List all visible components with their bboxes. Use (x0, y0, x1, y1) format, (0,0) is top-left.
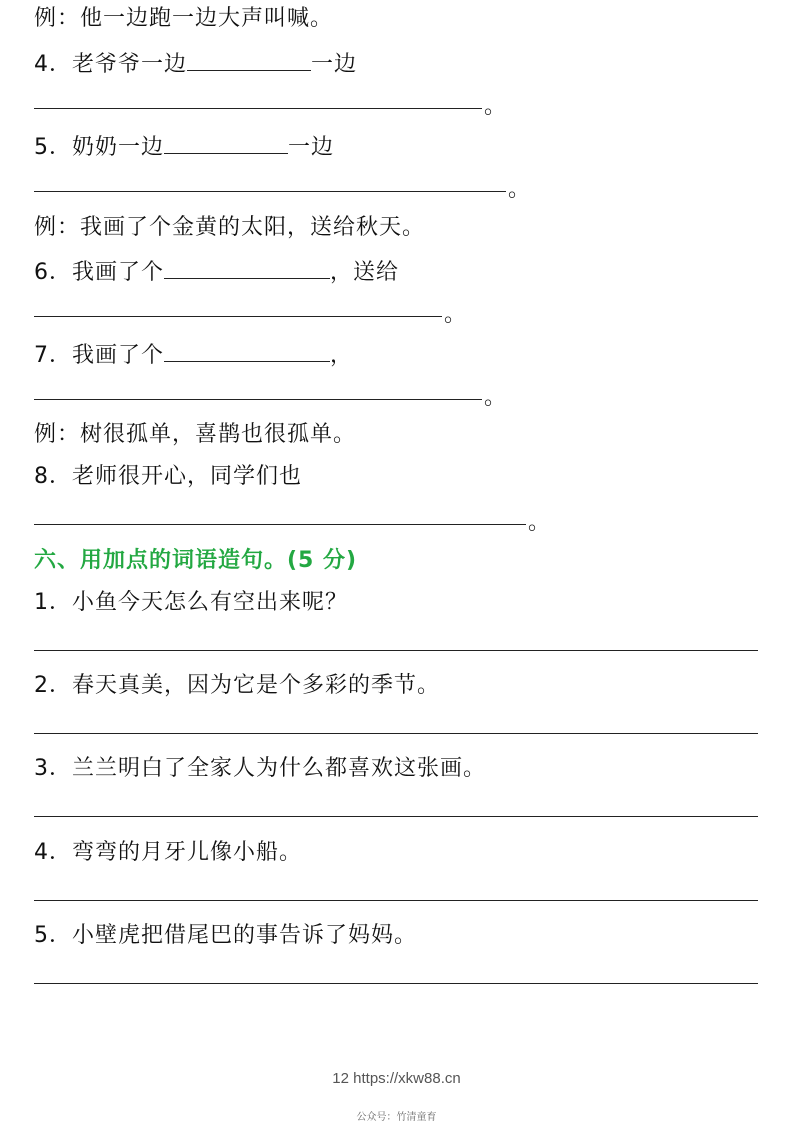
question-8: 8．老师很开心，同学们也 (34, 464, 302, 489)
footer-credit: 公众号：竹清童育 (356, 1112, 437, 1123)
answer-line[interactable] (34, 399, 482, 400)
answer-line[interactable] (34, 524, 526, 525)
question-7-prefix: 7．我画了个 (34, 343, 164, 368)
answer-blank[interactable] (164, 337, 330, 362)
answer-line[interactable] (34, 108, 482, 109)
sentence-item-4: 4．弯弯的月牙儿像小船。 (34, 840, 302, 865)
answer-blank[interactable] (164, 129, 288, 154)
question-5-suffix: 一边 (288, 135, 335, 160)
answer-line[interactable] (34, 650, 758, 651)
period: 。 (484, 94, 507, 119)
example-sentence: 例：他一边跑一边大声叫喊。 (34, 6, 334, 31)
sentence-item-2: 2．春天真美，因为它是个多彩的季节。 (34, 673, 440, 698)
question-5 (34, 129, 334, 163)
sentence-item-3: 3．兰兰明白了全家人为什么都喜欢这张画。 (34, 756, 486, 781)
answer-line[interactable] (34, 983, 758, 984)
question-6-suffix: ，送给 (330, 260, 400, 285)
question-4-suffix: 一边 (311, 52, 358, 77)
answer-line[interactable] (34, 900, 758, 901)
period: 。 (444, 302, 467, 327)
question-7 (34, 337, 353, 371)
sentence-item-5: 5．小壁虎把借尾巴的事告诉了妈妈。 (34, 923, 417, 948)
sentence-item-1: 1．小鱼今天怎么有空出来呢？ (34, 590, 348, 615)
answer-blank[interactable] (164, 254, 330, 279)
answer-line[interactable] (34, 316, 442, 317)
question-5-prefix: 5．奶奶一边 (34, 135, 164, 160)
page-footer: 12 https://xkw88.cn (332, 1070, 461, 1087)
example-sentence: 例：树很孤单，喜鹊也很孤单。 (34, 422, 357, 447)
example-sentence: 例：我画了个金黄的太阳，送给秋天。 (34, 215, 426, 240)
question-4 (34, 46, 357, 80)
period: 。 (484, 385, 507, 410)
period: 。 (508, 177, 531, 202)
answer-blank[interactable] (187, 46, 311, 71)
section-heading: 六、用加点的词语造句。(5 分) (34, 548, 358, 573)
question-4-prefix: 4．老爷爷一边 (34, 52, 187, 77)
question-7-suffix: ， (330, 343, 354, 368)
answer-line[interactable] (34, 733, 758, 734)
period: 。 (528, 510, 551, 535)
question-6-prefix: 6．我画了个 (34, 260, 164, 285)
answer-line[interactable] (34, 816, 758, 817)
question-6 (34, 254, 399, 288)
answer-line[interactable] (34, 191, 506, 192)
